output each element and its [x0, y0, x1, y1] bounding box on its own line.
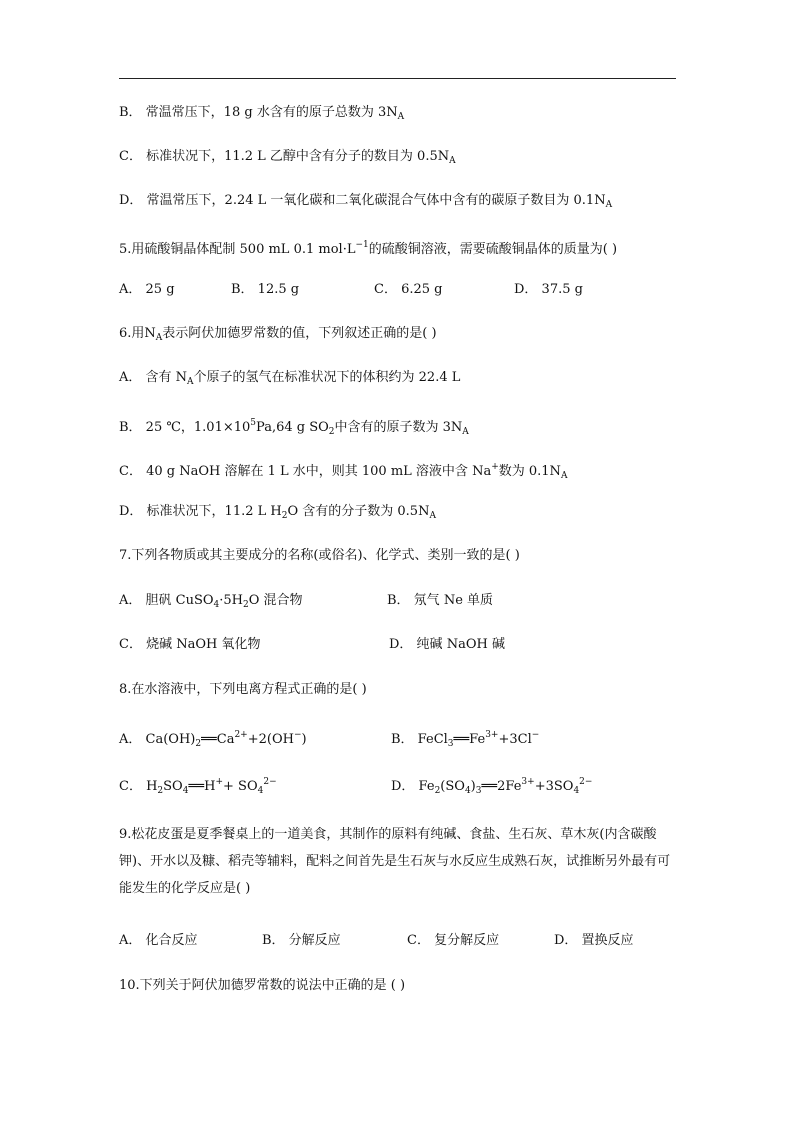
question-6-stem: 6.用$N_A$表示阿伏加德罗常数的值，下列叙述正确的是( )	[119, 326, 437, 343]
q8-option-a: A． $Ca(OH)_2══Ca^{2+}+2(OH^-)$	[119, 730, 307, 749]
q8-option-c: C． $H_2SO_4══H^++ SO_4^{2-}$	[119, 777, 277, 796]
question-9-stem: 9.松花皮蛋是夏季餐桌上的一道美食，其制作的原料有纯碱、食盐、生石灰、草木灰(内含碳酸钾)、开水以及糠、稻壳等辅料，配料之间首先是生石灰与水反应生成熟石灰，试推断另外最有可能发生的化学反应是( )	[119, 827, 671, 896]
q7-option-c: C． 烧碱 NaOH 氧化物	[119, 637, 261, 652]
question-8-row-1	[119, 726, 539, 753]
q8-option-d: D． $Fe_2(SO_4)_3══2Fe^{3+}+3SO_4^{2-}$	[391, 777, 593, 796]
q5-option-d: D． 37.5 g	[514, 282, 583, 297]
q7-option-a: A． 胆矾 $CuSO_4\cdot 5H_2O$ 混合物	[119, 593, 303, 610]
q5-option-c: C． 6.25 g	[374, 282, 443, 297]
question-8-row-2	[119, 773, 592, 800]
q9-option-d: D． 置换反应	[554, 933, 634, 948]
q6-option-b: B． 25 ℃，$1.01\times 10^5Pa,64$ g $SO_2$中含有的原子数为 $3N_A$	[119, 418, 469, 437]
q6-option-a: A． 含有 $N_A$个原子的氢气在标准状况下的体积约为 22.4 L	[119, 370, 461, 387]
option-c-prev: C． 标准状况下，11.2 L 乙醇中含有分子的数目为 $0.5N_A$	[119, 149, 456, 166]
q6-option-d: D． 标准状况下，11.2 L $H_2O$ 含有的分子数为 $0.5N_A$	[119, 504, 436, 521]
q7-option-d: D． 纯碱 NaOH 碱	[389, 637, 505, 652]
option-d-prev: D． 常温常压下，2.24 L 一氧化碳和二氧化碳混合气体中含有的碳原子数目为 $0.1N_A$	[119, 193, 613, 210]
q5-option-b: B． 12.5 g	[231, 282, 300, 297]
q7-option-b: B． 氖气 Ne 单质	[387, 593, 494, 608]
option-b-prev: B． 常温常压下，18 g 水含有的原子总数为 $3N_A$	[119, 105, 405, 122]
question-7-row-2	[119, 636, 505, 654]
question-7-row-1	[119, 592, 493, 614]
question-7-stem: 7.下列各物质或其主要成分的名称(或俗名)、化学式、类别一致的是( )	[119, 548, 520, 563]
question-5-stem: 5.用硫酸铜晶体配制 500 mL 0.1 $mol\cdot L^{-1}$的硫酸铜溶液，需要硫酸铜晶体的质量为( )	[119, 240, 618, 257]
question-9-options	[119, 932, 634, 950]
q5-option-a: A． 25 g	[119, 282, 175, 297]
q9-option-b: B． 分解反应	[262, 933, 341, 948]
question-5-options	[119, 281, 583, 299]
q9-option-a: A． 化合反应	[119, 933, 198, 948]
q8-option-b: B． $FeCl_3══Fe^{3+}+3Cl^-$	[391, 730, 540, 749]
question-8-stem: 8.在水溶液中，下列电离方程式正确的是( )	[119, 682, 367, 697]
q6-option-c: C． 40 g NaOH 溶解在 1 L 水中，则其 100 mL 溶液中含 Na+数为 $0.1N_A$	[119, 462, 568, 481]
q9-option-c: C． 复分解反应	[407, 933, 500, 948]
header-rule	[119, 78, 676, 79]
question-10-stem: 10.下列关于阿伏加德罗常数的说法中正确的是 ( )	[119, 978, 406, 993]
